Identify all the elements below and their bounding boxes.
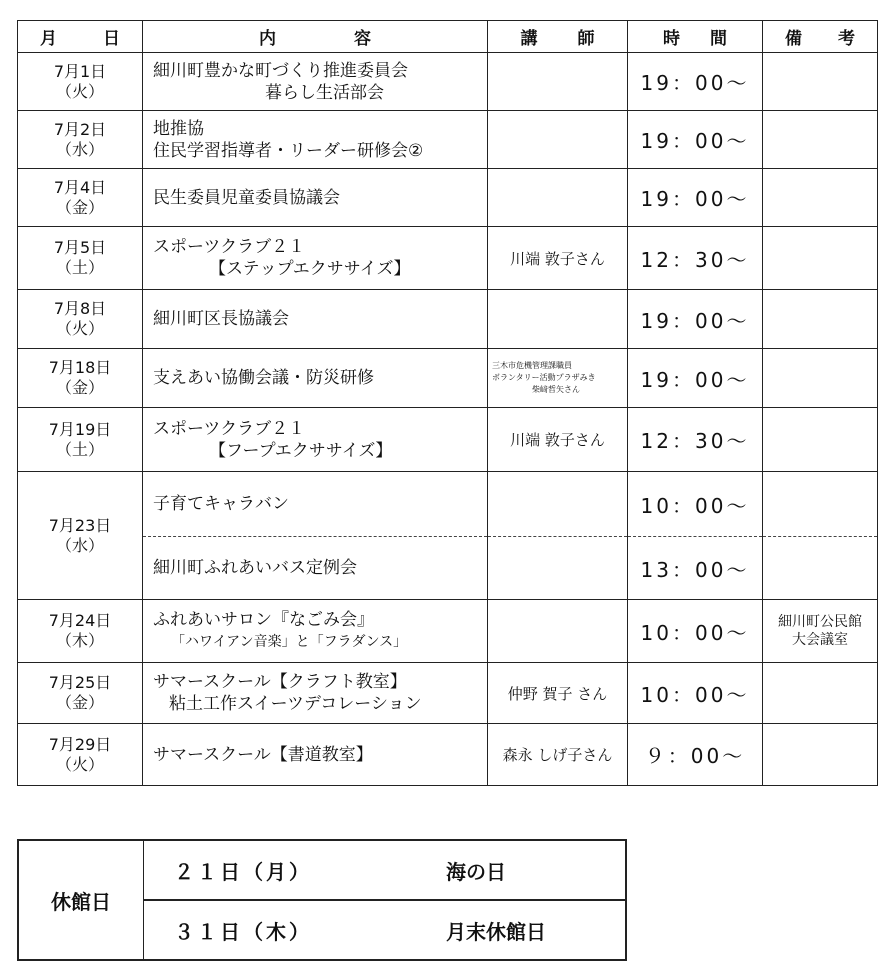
teacher-cell <box>488 169 628 227</box>
closed-date: ２１日（月） <box>174 859 312 884</box>
time-cell: 10：00～ <box>628 600 763 663</box>
date-cell <box>18 349 143 408</box>
header-content-2: 容 <box>354 29 371 49</box>
content-line: 暮らし生活部会 <box>265 82 384 103</box>
date: 7月1日 <box>53 61 107 81</box>
date: 7月23日 <box>48 515 112 535</box>
teacher-cell: 川端 敦子さん <box>488 227 628 290</box>
date: 7月24日 <box>48 611 112 630</box>
weekday: （水） <box>55 139 104 159</box>
schedule-table <box>17 20 878 786</box>
date-cell <box>18 290 143 349</box>
date: 7月4日 <box>53 177 107 197</box>
time-cell: ９：00～ <box>628 724 763 786</box>
teacher-cell: 川端 敦子さん <box>488 408 628 472</box>
date-cell <box>18 408 143 472</box>
table-row <box>18 724 878 786</box>
note-line: 細川町公民館 <box>778 614 862 630</box>
time-cell: 19：00～ <box>628 169 763 227</box>
teacher-cell <box>488 111 628 169</box>
content-cell <box>143 349 488 408</box>
table-row <box>18 537 878 600</box>
content-line: 細川町ふれあいバス定例会 <box>153 558 357 578</box>
content-line: ふれあいサロン『なごみ会』 <box>153 610 374 630</box>
date: 7月8日 <box>53 299 107 318</box>
closed-date: ３１日（木） <box>174 919 312 944</box>
teacher-line: 三木市危機管理課職員 <box>492 361 572 370</box>
time-cell: 19：00～ <box>628 290 763 349</box>
header-time <box>628 21 763 53</box>
teacher-cell <box>488 290 628 349</box>
content-line: 支えあい協働会議・防災研修 <box>153 368 374 388</box>
header-note-1: 備 <box>785 29 802 49</box>
weekday: （金） <box>55 197 104 217</box>
header-content-1: 内 <box>259 29 276 49</box>
table-row <box>18 349 878 408</box>
teacher-cell <box>488 349 628 408</box>
table-row <box>18 408 878 472</box>
content-cell <box>143 663 488 724</box>
content-cell <box>143 472 488 537</box>
teacher-cell <box>488 472 628 537</box>
time-cell: 19：00～ <box>628 111 763 169</box>
header-time-2: 間 <box>710 29 727 49</box>
teacher-line: 柴﨑哲矢さん <box>532 385 580 394</box>
content-line: 細川町豊かな町づくり推進委員会 <box>153 60 408 81</box>
date: 7月5日 <box>53 238 107 257</box>
time-cell: 13：00～ <box>628 537 763 600</box>
table-row <box>18 227 878 290</box>
header-content <box>143 21 488 53</box>
date-cell <box>18 227 143 290</box>
header-note <box>763 21 878 53</box>
header-date <box>18 21 143 53</box>
note-cell <box>763 724 878 786</box>
closed-reason: 月末休館日 <box>446 919 546 944</box>
note-cell <box>763 349 878 408</box>
time-cell: 12：30～ <box>628 227 763 290</box>
date: 7月2日 <box>53 119 107 139</box>
teacher-cell: 森永 しげ子さん <box>488 724 628 786</box>
date-cell <box>18 53 143 111</box>
content-cell <box>143 408 488 472</box>
time-cell: 19：00～ <box>628 349 763 408</box>
note-cell <box>763 53 878 111</box>
content-line: 【ステップエクササイズ】 <box>209 259 411 279</box>
weekday: （水） <box>55 535 104 555</box>
weekday: （金） <box>55 693 104 712</box>
date: 7月18日 <box>48 358 112 377</box>
content-line: 「ハワイアン音楽」と「フラダンス」 <box>171 634 408 650</box>
content-line: 民生委員児童委員協議会 <box>153 187 340 208</box>
content-cell <box>143 290 488 349</box>
teacher-line: ボランタリー活動プラザみき <box>492 373 596 382</box>
closed-reason: 海の日 <box>446 859 506 884</box>
content-line: サマースクール【書道教室】 <box>153 744 373 765</box>
teacher-cell <box>488 600 628 663</box>
header-teacher <box>488 21 628 53</box>
teacher-cell: 仲野 賀子 さん <box>488 663 628 724</box>
content-cell <box>143 537 488 600</box>
weekday: （金） <box>55 378 104 397</box>
weekday: （火） <box>55 319 104 338</box>
content-line: サマースクール【クラフト教室】 <box>153 672 407 692</box>
note-cell <box>763 537 878 600</box>
time-cell: 10：00～ <box>628 663 763 724</box>
table-row <box>18 290 878 349</box>
time-cell: 19：00～ <box>628 53 763 111</box>
note-cell <box>763 290 878 349</box>
content-cell <box>143 724 488 786</box>
note-cell <box>763 169 878 227</box>
time-cell: 12：30～ <box>628 408 763 472</box>
teacher-cell <box>488 53 628 111</box>
table-row <box>18 53 878 111</box>
content-cell <box>143 53 488 111</box>
content-cell <box>143 111 488 169</box>
note-cell <box>763 227 878 290</box>
content-line: スポーツクラブ２１ <box>153 237 306 257</box>
table-row <box>18 600 878 663</box>
weekday: （木） <box>55 631 104 650</box>
header-time-1: 時 <box>663 29 680 49</box>
weekday: （火） <box>55 754 104 774</box>
note-cell <box>763 408 878 472</box>
content-line: 【フープエクササイズ】 <box>209 440 393 461</box>
note-cell <box>763 111 878 169</box>
date-cell <box>18 472 143 600</box>
note-cell <box>763 472 878 537</box>
note-line: 大会議室 <box>792 632 848 648</box>
header-teacher-1: 講 <box>520 29 538 49</box>
weekday: （土） <box>55 258 104 277</box>
closed-row <box>18 840 626 900</box>
closed-day-cell <box>144 840 627 900</box>
date-cell <box>18 169 143 227</box>
content-line: 子育てキャラバン <box>153 494 289 514</box>
date-cell <box>18 663 143 724</box>
time-cell: 10：00～ <box>628 472 763 537</box>
date: 7月19日 <box>48 419 112 439</box>
table-row <box>18 111 878 169</box>
date: 7月25日 <box>48 673 112 692</box>
content-line: 粘土工作スイーツデコレーション <box>169 694 422 714</box>
weekday: （土） <box>55 439 104 459</box>
date-cell <box>18 111 143 169</box>
header-row <box>18 21 878 53</box>
closed-day-cell <box>144 900 627 960</box>
note-cell <box>763 663 878 724</box>
weekday: （火） <box>55 81 104 101</box>
date-cell <box>18 724 143 786</box>
teacher-cell <box>488 537 628 600</box>
header-date-day: 日 <box>103 29 120 49</box>
content-line: 細川町区長協議会 <box>153 309 289 329</box>
header-teacher-2: 師 <box>577 29 595 49</box>
header-note-2: 考 <box>838 29 855 49</box>
content-cell <box>143 169 488 227</box>
content-cell <box>143 600 488 663</box>
date: 7月29日 <box>48 734 112 754</box>
table-row <box>18 169 878 227</box>
closed-label: 休館日 <box>18 840 144 960</box>
content-line: スポーツクラブ２１ <box>153 418 306 439</box>
header-date-month: 月 <box>40 29 57 49</box>
note-cell <box>763 600 878 663</box>
closed-days-table <box>17 839 627 961</box>
content-line: 地推協 <box>153 118 204 139</box>
content-cell <box>143 227 488 290</box>
content-line: 住民学習指導者・リーダー研修会② <box>153 140 424 161</box>
date-cell <box>18 600 143 663</box>
table-row <box>18 472 878 537</box>
table-row <box>18 663 878 724</box>
